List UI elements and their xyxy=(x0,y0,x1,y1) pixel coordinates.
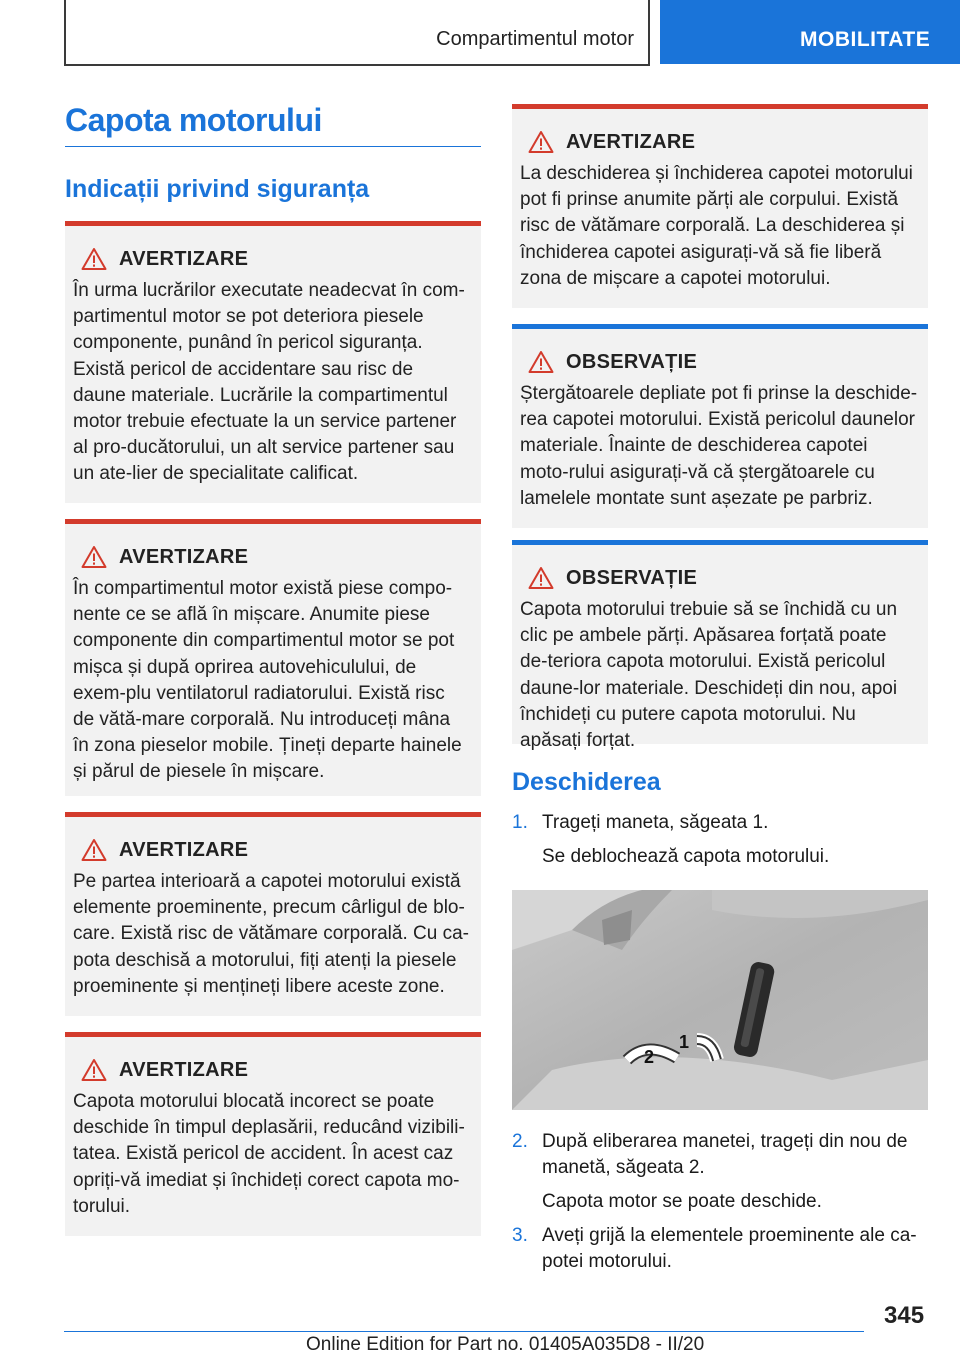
section-title-opening: Deschiderea xyxy=(512,768,661,796)
header-tab-text: MOBILITATE xyxy=(800,28,931,51)
notice-header xyxy=(528,565,918,591)
header-section-text: Compartimentul motor xyxy=(436,28,634,50)
step-result: Capota motor se poate deschide. xyxy=(542,1191,822,1212)
header-section-label xyxy=(64,0,650,66)
warning-triangle-icon xyxy=(81,1058,107,1082)
notice-box xyxy=(512,540,928,752)
warning-label: AVERTIZARE xyxy=(566,130,696,153)
step-text: După eliberarea manetei, trageți din nou de manetă, săgeata 2. xyxy=(542,1131,908,1178)
page-title: Capota motorului xyxy=(65,100,481,147)
step-number: 1. xyxy=(512,812,528,833)
arrow-label-1: 1 xyxy=(679,1032,690,1052)
warning-triangle-icon xyxy=(81,545,107,569)
warning-box xyxy=(65,812,481,1016)
notice-header xyxy=(528,349,918,375)
warning-triangle-icon xyxy=(528,130,554,154)
warning-header xyxy=(528,129,918,155)
warning-text: La deschiderea și închiderea capotei motorului pot fi prinse anumite părți ale corpului. Există risc de vătămare corporală. La deschiderea și închiderea capotei asigurați-vă să fie liberă zona de mișcare a capotei motorului. xyxy=(520,163,913,289)
warning-box xyxy=(65,221,481,503)
step-item xyxy=(512,810,928,836)
step-text: Aveți grijă la elementele proeminente ale ca-potei motorului. xyxy=(542,1225,917,1272)
page-number: 345 xyxy=(884,1302,925,1329)
warning-text: În urma lucrărilor executate neadecvat în com-partimentul motor se pot deteriora piesele componente, punând în pericol siguranța. Există pericol de accidentare sau risc de daune materiale. Lucrările la compartimentul motor trebuie efectuate la un service partener al pro-ducătorului, un alt service partener sau un ate-lier de specialitate calificat. xyxy=(73,280,465,485)
notice-box xyxy=(512,324,928,528)
footer-divider xyxy=(64,1331,864,1332)
warning-text: Pe partea interioară a capotei motorului există elemente proeminente, precum cârligul de blo-care. Există risc de vătămare corporală. Cu ca-pota deschisă a motorului, fiți atenți la piesele proeminente și mențineți libere aceste zone. xyxy=(73,871,469,997)
warning-header xyxy=(81,837,471,863)
right-column xyxy=(512,104,928,1275)
notice-label: OBSERVAȚIE xyxy=(566,350,698,373)
warning-text: În compartimentul motor există piese compo-nente ce se află în mișcare. Anumite piese componente din compartimentul motor se pot mișca și după oprirea autovehiculului, de exem-plu ventilatorul radiatorului. Există risc de vătă-mare corporală. Nu introduceți mâna în zona pieselor mobile. Țineți departe hainele și părul de piesele în mișcare. xyxy=(73,578,462,783)
safety-subtitle: Indicații privind siguranța xyxy=(65,175,370,203)
warning-box xyxy=(65,519,481,796)
warning-triangle-icon xyxy=(81,247,107,271)
step-item xyxy=(512,1129,928,1181)
header-chapter-tab xyxy=(660,0,960,64)
notice-label: OBSERVAȚIE xyxy=(566,566,698,589)
steps-list xyxy=(512,810,928,1275)
warning-label: AVERTIZARE xyxy=(119,247,249,270)
step-number: 3. xyxy=(512,1225,528,1246)
warning-label: AVERTIZARE xyxy=(119,1058,249,1081)
footer-edition: Online Edition for Part no. 01405A035D8 - II/20 xyxy=(306,1334,705,1355)
warning-header xyxy=(81,246,471,272)
step-text: Trageți maneta, săgeata 1. xyxy=(542,812,769,833)
notice-text: Capota motorului trebuie să se închidă cu un clic pe ambele părți. Apăsarea forțată poate de-teriora capota motorului. Există pericolul daune-lor materiale. Deschideți din nou, apoi închideți cu putere capota motorului. Nu apăsați forțat. xyxy=(520,599,898,752)
warning-label: AVERTIZARE xyxy=(119,545,249,568)
notice-triangle-icon xyxy=(528,350,554,374)
step-result: Se deblochează capota motorului. xyxy=(542,846,830,867)
page-header xyxy=(0,0,960,66)
warning-label: AVERTIZARE xyxy=(119,838,249,861)
notice-triangle-icon xyxy=(528,566,554,590)
hood-release-lever-illustration xyxy=(512,890,928,1110)
warning-triangle-icon xyxy=(81,838,107,862)
notice-text: Ștergătoarele depliate pot fi prinse la deschide-rea capotei motorului. Există pericolul daunelor materiale. Înainte de deschiderea capotei moto-rului asigurați-vă că ștergătoarele cu lamelele montate sunt așezate pe parbriz. xyxy=(520,383,918,509)
arrow-label-2: 2 xyxy=(644,1047,655,1067)
warning-box xyxy=(512,104,928,308)
left-column xyxy=(65,100,481,1236)
warning-header xyxy=(81,544,471,570)
warning-box xyxy=(65,1032,481,1236)
step-item xyxy=(512,1223,928,1275)
step-number: 2. xyxy=(512,1131,528,1152)
warning-header xyxy=(81,1057,471,1083)
warning-text: Capota motorului blocată incorect se poate deschide în timpul deplasării, reducând vizibili-tatea. Există pericol de accident. În acest caz opriți-vă imediat și închideți corect capota mo-torului. xyxy=(73,1091,465,1217)
